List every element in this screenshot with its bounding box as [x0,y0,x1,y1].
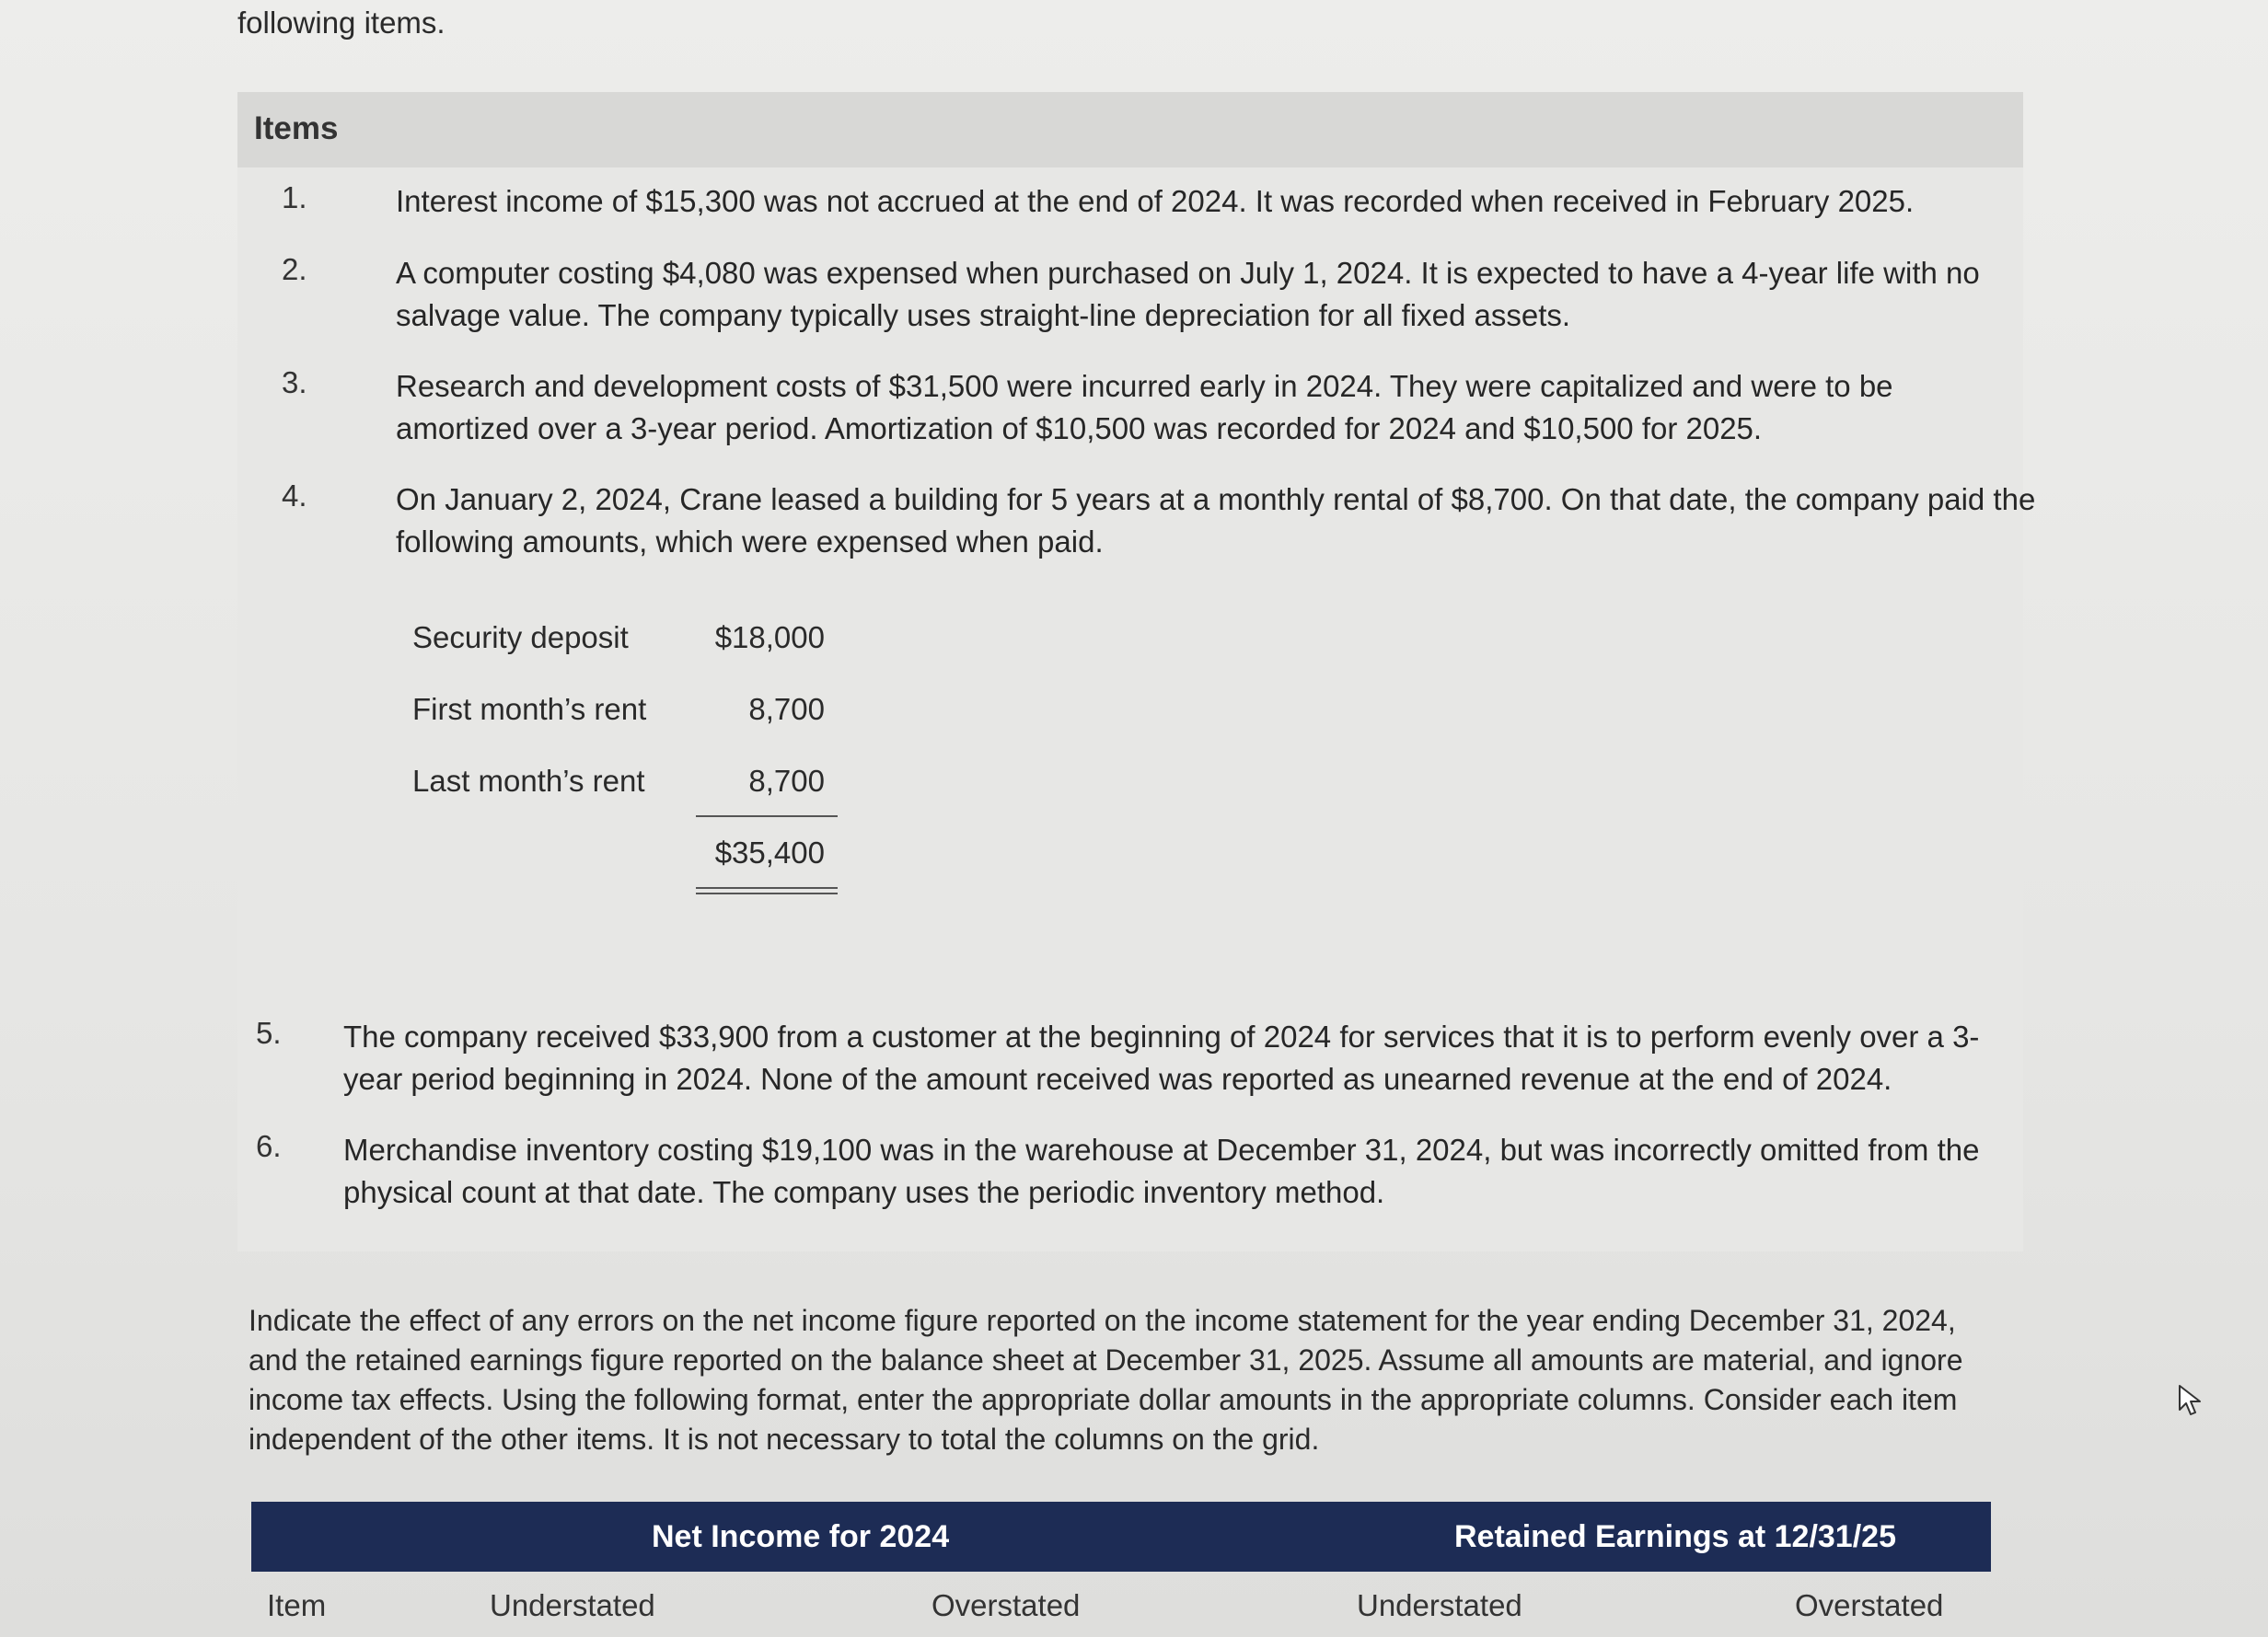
mouse-pointer-icon [2178,1384,2205,1417]
item-3-text-line2: amortized over a 3-year period. Amortization of $10,500 was recorded for 2024 and $10,500 for 2025. [396,411,1763,445]
intro-text: following items. [237,6,446,40]
col-header-re-understated: Understated [1357,1588,1522,1622]
item-1-text: Interest income of $15,300 was not accrued at the end of 2024. It was recorded when received in February 2025. [396,184,1915,218]
instructions-line: income tax effects. Using the following format, enter the appropriate dollar amounts in the appropriate columns. Consider each item [249,1383,1958,1416]
item-6-text-line2: physical count at that date. The company uses the periodic inventory method. [343,1175,1385,1209]
instructions-line: independent of the other items. It is not necessary to total the columns on the grid. [249,1423,1320,1456]
col-header-ni-understated: Understated [490,1588,655,1622]
instructions-line: Indicate the effect of any errors on the net income figure reported on the income statement for the year ending December 31, 2024, [249,1304,1956,1337]
item-2-text-line2: salvage value. The company typically uses straight-line depreciation for all fixed assets. [396,298,1571,332]
grid-header [251,1502,1991,1572]
net-income-group-header: Net Income for 2024 [652,1519,950,1554]
lease-row-label: First month’s rent [412,692,647,726]
lease-row-label: Security deposit [412,620,629,654]
item-4-text-line2: following amounts, which were expensed when paid. [396,525,1104,559]
item-3-number: 3. [282,365,307,399]
lease-row-amount: $18,000 [714,620,825,654]
retained-earnings-group-header: Retained Earnings at 12/31/25 [1454,1519,1896,1554]
col-header-re-overstated: Overstated [1795,1588,1944,1622]
item-6-text-line1: Merchandise inventory costing $19,100 was in the warehouse at December 31, 2024, but was incorrectly omitted from the [343,1133,1980,1167]
item-5-text-line2: year period beginning in 2024. None of the amount received was reported as unearned revenue at the end of 2024. [343,1062,1892,1096]
item-2-number: 2. [282,252,307,286]
item-1-number: 1. [282,180,307,214]
col-header-ni-overstated: Overstated [932,1588,1081,1622]
lease-total-amount: $35,400 [714,836,825,870]
items-panel-title: Items [254,110,339,146]
subtotal-rule [696,815,838,817]
instructions [249,1301,1979,1459]
col-header-item: Item [267,1588,327,1622]
item-6-number: 6. [256,1129,282,1163]
item-4-number: 4. [282,478,307,513]
lease-row-amount: 8,700 [748,764,825,798]
lease-row-label: Last month’s rent [412,764,645,798]
item-5-text-line1: The company received $33,900 from a customer at the beginning of 2024 for services that it is to perform evenly over a 3- [343,1020,1980,1054]
item-4-text-line1: On January 2, 2024, Crane leased a building for 5 years at a monthly rental of $8,700. On that date, the company paid the [396,482,2036,516]
instructions-line: and the retained earnings figure reported on the balance sheet at December 31, 2025. Assume all amounts are material, and ignore [249,1343,1963,1377]
items-panel-header [237,92,2023,167]
lease-row-amount: 8,700 [748,692,825,726]
item-5-number: 5. [256,1016,282,1050]
item-3-text-line1: Research and development costs of $31,500 were incurred early in 2024. They were capitalized and were to be [396,369,1893,403]
item-2-text-line1: A computer costing $4,080 was expensed when purchased on July 1, 2024. It is expected to have a 4-year life with no [396,256,1980,290]
total-double-rule [696,887,838,894]
